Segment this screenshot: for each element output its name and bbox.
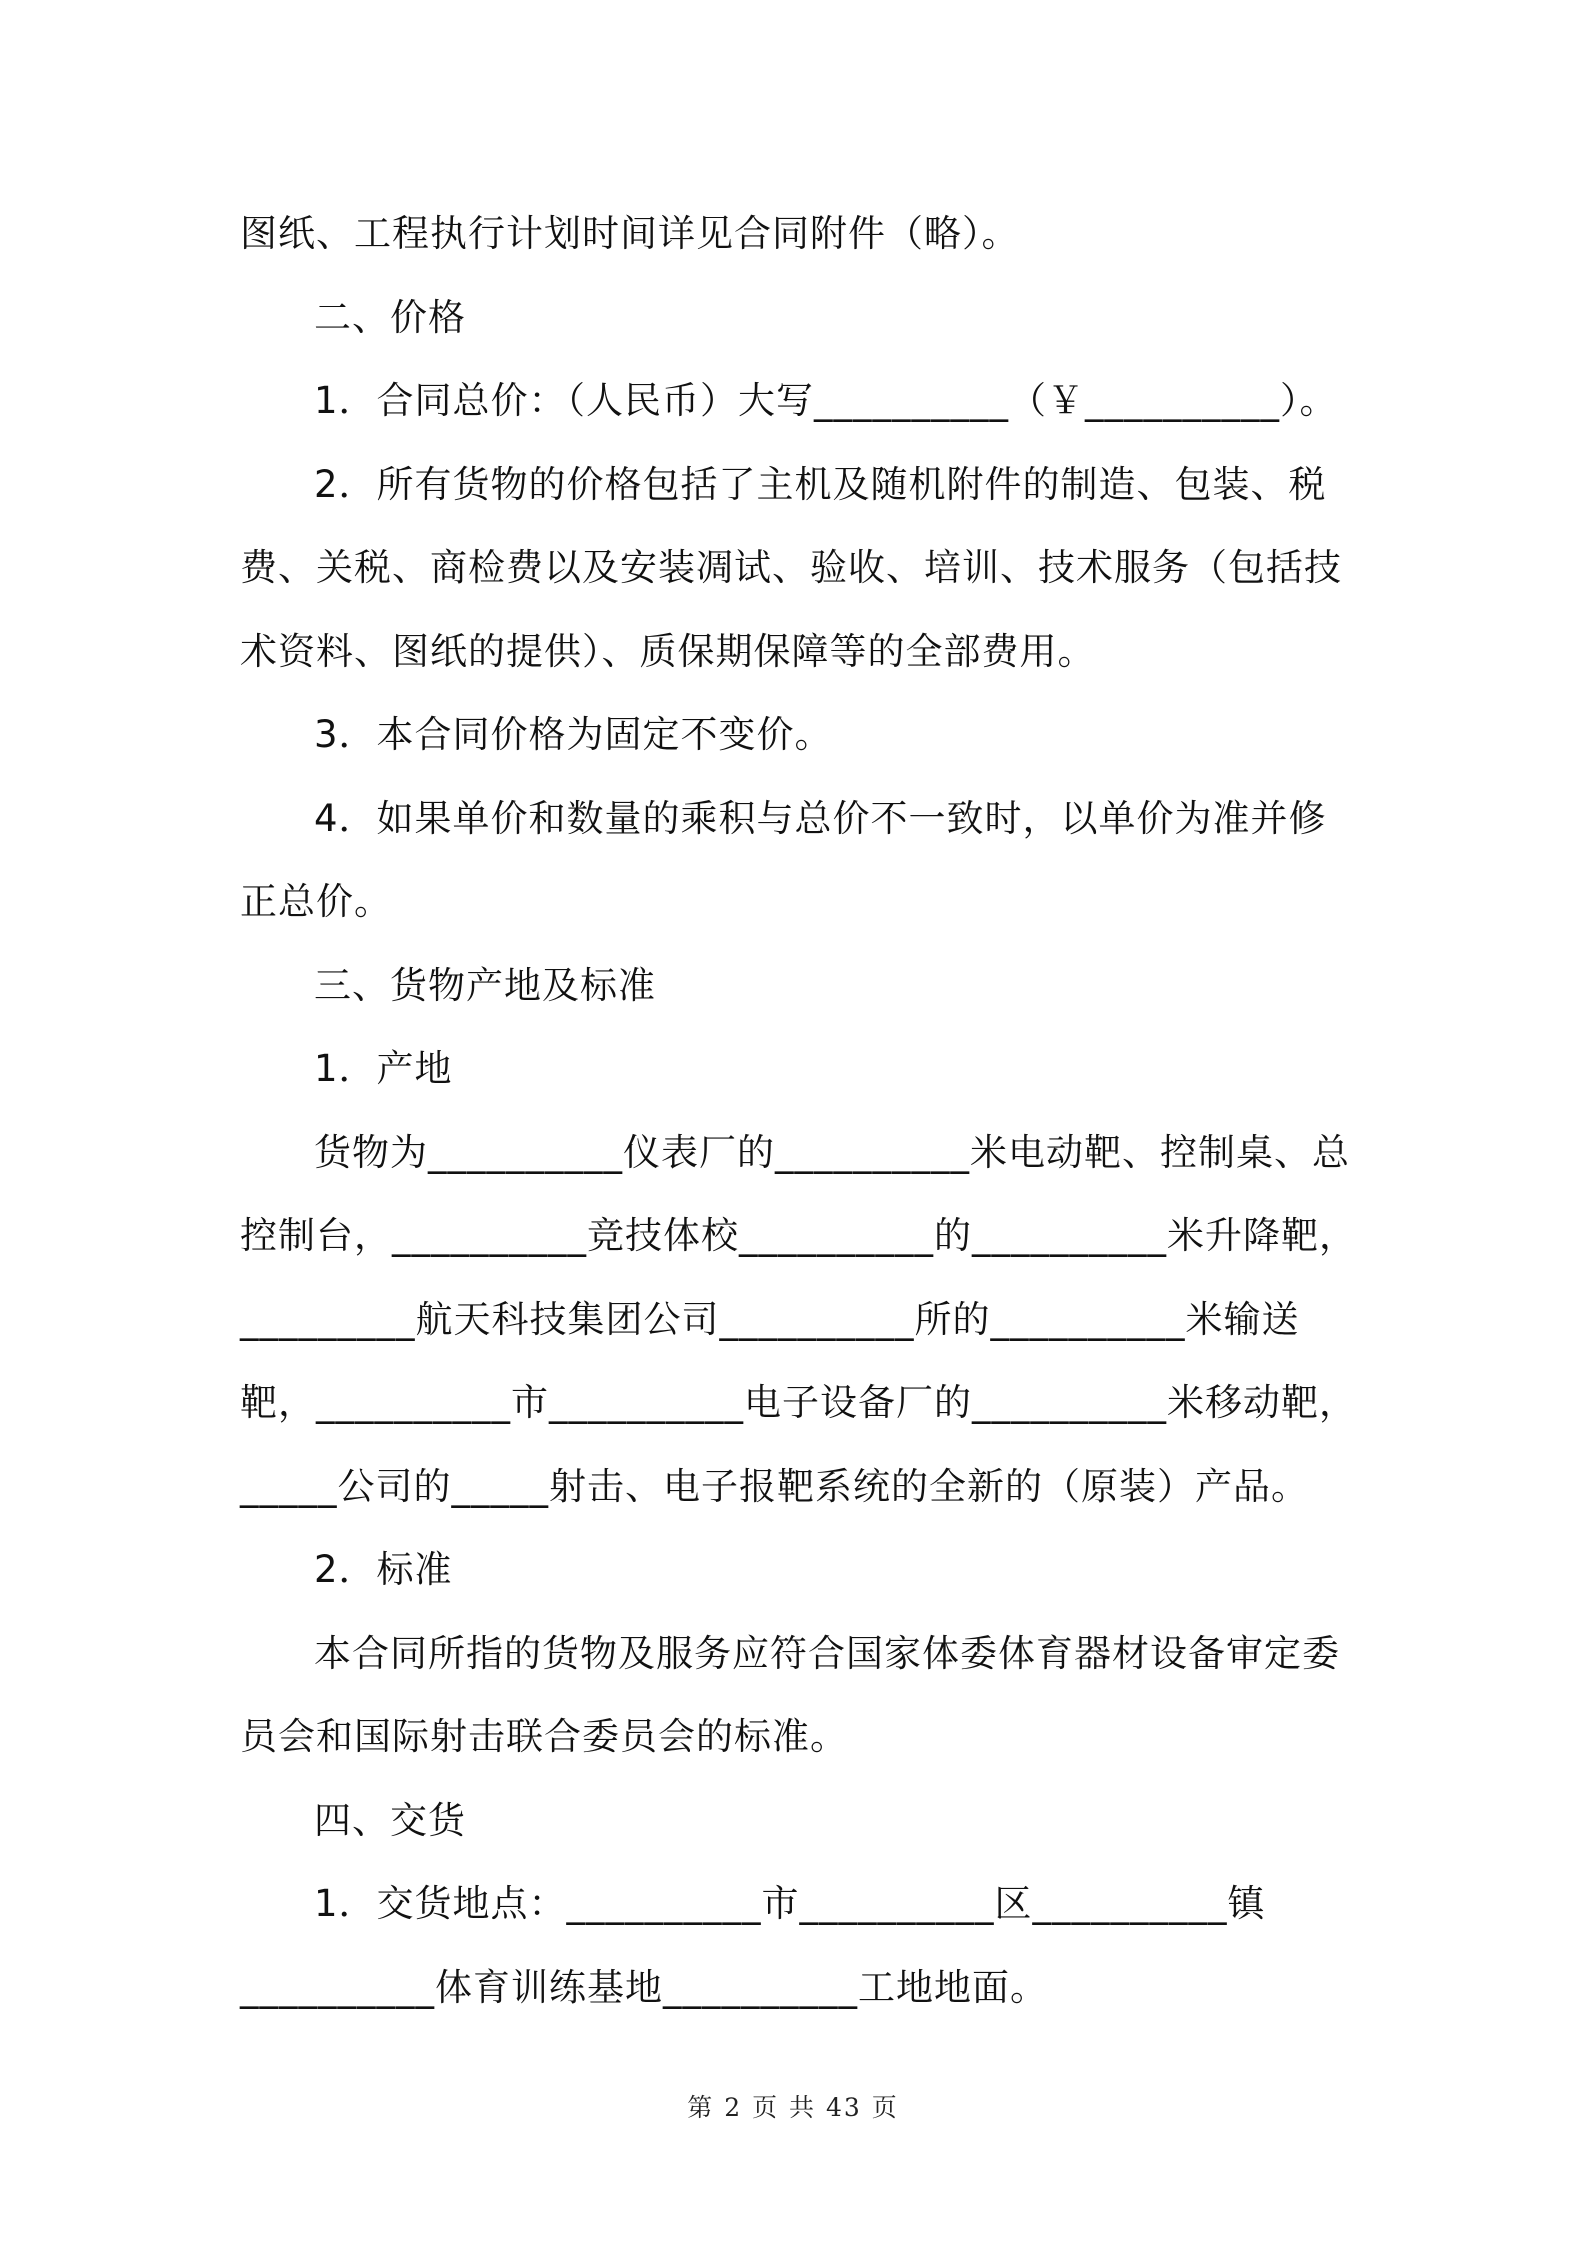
section-heading-price: 二、价格 — [314, 295, 466, 339]
paragraph-delivery-location: 1．交货地点：__________市__________区__________镇__________体育训练基地__________工地地面。 — [240, 1882, 1266, 2009]
paragraph-price-includes: 2．所有货物的价格包括了主机及随机附件的制造、包装、税费、关税、商检费以及安装凋试、验收、培训、技术服务（包括技术资料、图纸的提供）、质保期保障等的全部费用。 — [240, 462, 1342, 673]
paragraph-fixed-price: 3．本合同价格为固定不变价。 — [314, 713, 833, 756]
paragraph-standard-detail: 本合同所指的货物及服务应符合国家体委体育器材设备审定委员会和国际射击联合委员会的标准。 — [240, 1631, 1340, 1758]
body-text — [240, 192, 1360, 2029]
paragraph-1: 图纸、工程执行计划时间详见合同附件（略）。 — [240, 212, 1020, 255]
subheading-standard: 2．标准 — [314, 1548, 453, 1591]
section-heading-delivery: 四、交货 — [314, 1798, 466, 1842]
paragraph-total-price: 1．合同总价：（人民币）大写__________（￥__________）。 — [314, 379, 1338, 422]
page-footer: 第 2 页 共 43 页 — [687, 2093, 899, 2122]
subheading-origin: 1．产地 — [314, 1047, 453, 1090]
section-heading-origin: 三、货物产地及标准 — [314, 963, 656, 1007]
paragraph-unit-price: 4．如果单价和数量的乘积与总价不一致时，以单价为准并修正总价。 — [240, 796, 1327, 923]
paragraph-origin-detail: 货物为__________仪表厂的__________米电动靶、控制桌、总控制台，__________竞技体校__________的__________米升降靶，_________航天科技集团公司__________所的__________米输送靶，__________市__________电子设备厂的__________米移动靶，_____公司的_____射击、电子报靶系统的全新的（原装）产品。 — [240, 1130, 1357, 1508]
